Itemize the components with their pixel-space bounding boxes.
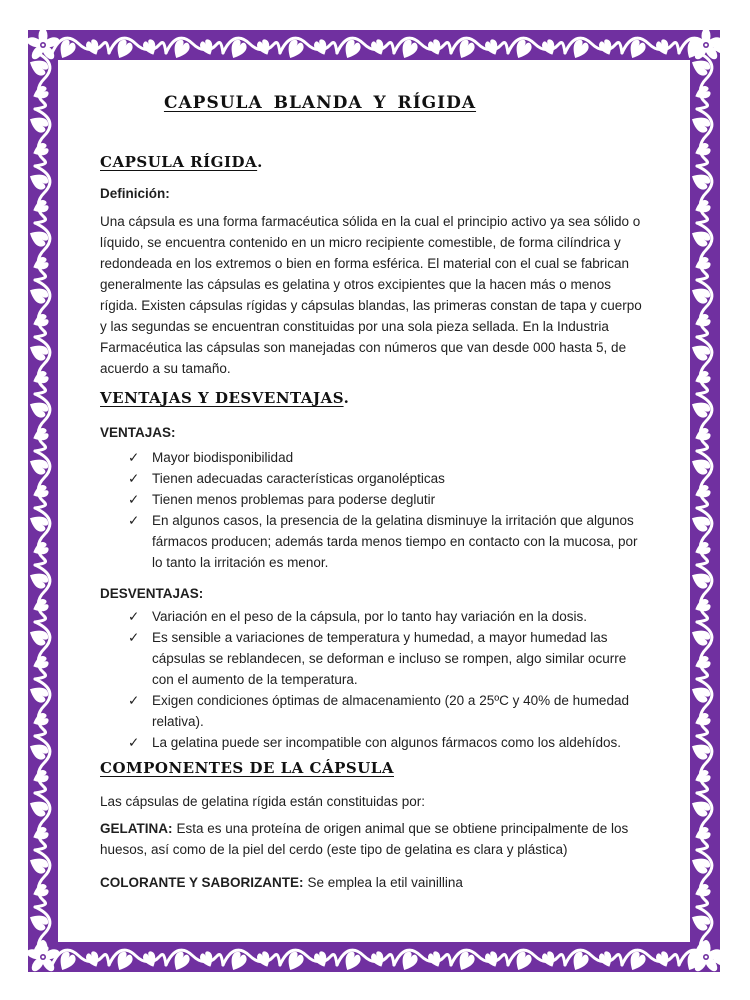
heading-componentes: COMPONENTES DE LA CÁPSULA <box>100 759 394 777</box>
colorante-label: COLORANTE Y SABORIZANTE: <box>100 875 304 890</box>
list-item <box>128 447 650 468</box>
list-item <box>128 606 650 627</box>
list-item <box>128 510 650 573</box>
page-title: CAPSULA BLANDA Y RÍGIDA <box>163 93 477 113</box>
list-item <box>128 690 650 732</box>
list-item <box>128 732 650 753</box>
list-item-text: Mayor biodisponibilidad <box>152 450 294 465</box>
heading-capsula-rigida: CAPSULA RÍGIDA. <box>100 153 263 171</box>
checkmark-icon: ✓ <box>128 630 140 645</box>
definition-paragraph: Una cápsula es una forma farmacéutica sólida en la cual el principio activo ya sea sólido o líquido, se encuentra contenido en un micro recipiente comestible, de forma cilíndrica y redondeada en los extremos o bien en forma esférica. El material con el cual se fabrican generalmente las cápsulas es gelatina y otros excipientes que la hacen más o menos rígida. Existen cápsulas rígidas y cápsulas blandas, las primeras constan de tapa y cuerpo y las segundas se encuentran constituidas por una sola pieza sellada. En la Industria Farmacéutica las cápsulas son manejadas con números que van desde 000 hasta 5, de acuerdo a su tamaño. <box>100 214 642 376</box>
desventajas-list <box>100 606 650 753</box>
document-content <box>100 91 650 893</box>
checkmark-icon: ✓ <box>128 492 140 507</box>
colorante-paragraph <box>100 872 650 893</box>
list-item-text: Tienen adecuadas características organolépticas <box>152 471 445 486</box>
list-item-text: Es sensible a variaciones de temperatura y humedad, a mayor humedad las cápsulas se reblandecen, se deforman e incluso se rompen, algo similar ocurre con el aumento de la temperatura. <box>152 630 627 687</box>
ventajas-list <box>100 447 650 573</box>
list-item <box>128 627 650 690</box>
list-item-text: Tienen menos problemas para poderse deglutir <box>152 492 436 507</box>
gelatina-label: GELATINA: <box>100 821 173 836</box>
desventajas-label: DESVENTAJAS: <box>100 586 204 601</box>
componentes-intro: Las cápsulas de gelatina rígida están constituidas por: <box>100 794 425 809</box>
checkmark-icon: ✓ <box>128 609 140 624</box>
gelatina-paragraph <box>100 818 650 860</box>
checkmark-icon: ✓ <box>128 735 140 750</box>
list-item-text: En algunos casos, la presencia de la gelatina disminuye la irritación que algunos fármacos producen; además tarda menos tiempo en contacto con la mucosa, por lo tanto la irritación es menor. <box>152 513 638 570</box>
checkmark-icon: ✓ <box>128 513 140 528</box>
gelatina-text: Esta es una proteína de origen animal que se obtiene principalmente de los huesos, así como de la piel del cerdo (este tipo de gelatina es clara y plástica) <box>100 821 629 857</box>
definition-label: Definición: <box>100 186 170 201</box>
list-item-text: La gelatina puede ser incompatible con algunos fármacos como los aldehídos. <box>152 735 622 750</box>
ventajas-label: VENTAJAS: <box>100 425 176 440</box>
heading-ventajas-desventajas: VENTAJAS Y DESVENTAJAS. <box>100 389 350 407</box>
list-item <box>128 468 650 489</box>
list-item <box>128 489 650 510</box>
checkmark-icon: ✓ <box>128 693 140 708</box>
list-item-text: Exigen condiciones óptimas de almacenamiento (20 a 25ºC y 40% de humedad relativa). <box>152 693 629 729</box>
checkmark-icon: ✓ <box>128 471 140 486</box>
checkmark-icon: ✓ <box>128 450 140 465</box>
colorante-text: Se emplea la etil vainillina <box>307 875 463 890</box>
list-item-text: Variación en el peso de la cápsula, por lo tanto hay variación en la dosis. <box>152 609 588 624</box>
